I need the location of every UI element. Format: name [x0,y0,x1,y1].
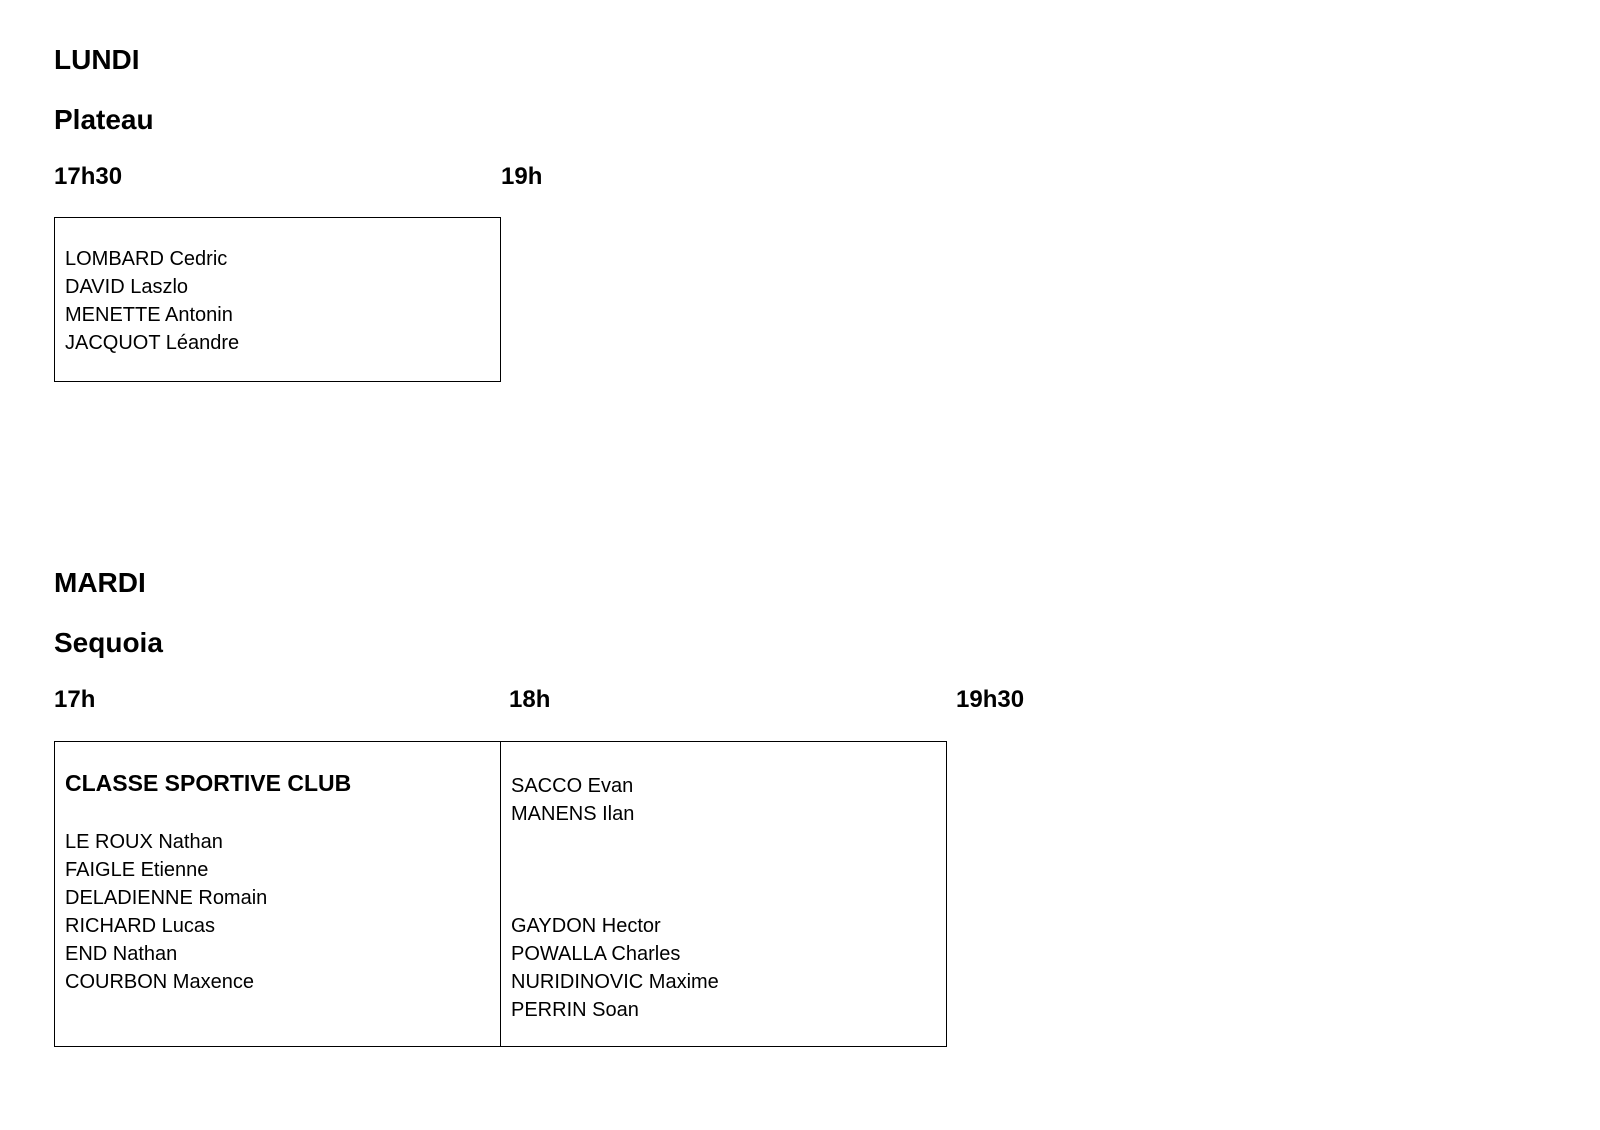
group-heading: CLASSE SPORTIVE CLUB [65,770,352,796]
list-item: NURIDINOVIC Maxime [511,971,719,993]
list-item: POWALLA Charles [511,943,681,965]
time-label-tuesday-mid: 18h [509,686,551,713]
list-item: FAIGLE Etienne [65,859,209,881]
venue-title-tuesday: Sequoia [54,627,163,658]
time-label-monday-end: 19h [501,163,543,190]
tuesday-slot2-box [500,741,947,1047]
list-item: DAVID Laszlo [65,276,189,298]
tuesday-slot1-box [54,741,501,1047]
day-title-tuesday: MARDI [54,567,146,598]
list-item: LE ROUX Nathan [65,831,223,853]
time-label-tuesday-end: 19h30 [956,686,1025,713]
venue-title-monday: Plateau [54,104,154,135]
monday-slot-box [54,217,501,382]
list-item: DELADIENNE Romain [65,887,268,909]
time-label-monday-start: 17h30 [54,163,123,190]
day-title-monday: LUNDI [54,44,140,75]
list-item: RICHARD Lucas [65,915,216,937]
list-item: LOMBARD Cedric [65,248,228,270]
list-item: SACCO Evan [511,775,634,797]
list-item: MENETTE Antonin [65,304,233,326]
list-item: MANENS Ilan [511,803,635,825]
tuesday-slot2-names-bottom [511,912,719,1024]
list-item: PERRIN Soan [511,999,639,1021]
tuesday-slot2-names-top [511,772,634,828]
monday-slot-names [65,245,239,357]
list-item: JACQUOT Léandre [65,332,240,354]
tuesday-slot1-names [65,828,267,996]
list-item: GAYDON Hector [511,915,661,937]
time-label-tuesday-start: 17h [54,686,96,713]
list-item: COURBON Maxence [65,971,254,993]
list-item: END Nathan [65,943,178,965]
